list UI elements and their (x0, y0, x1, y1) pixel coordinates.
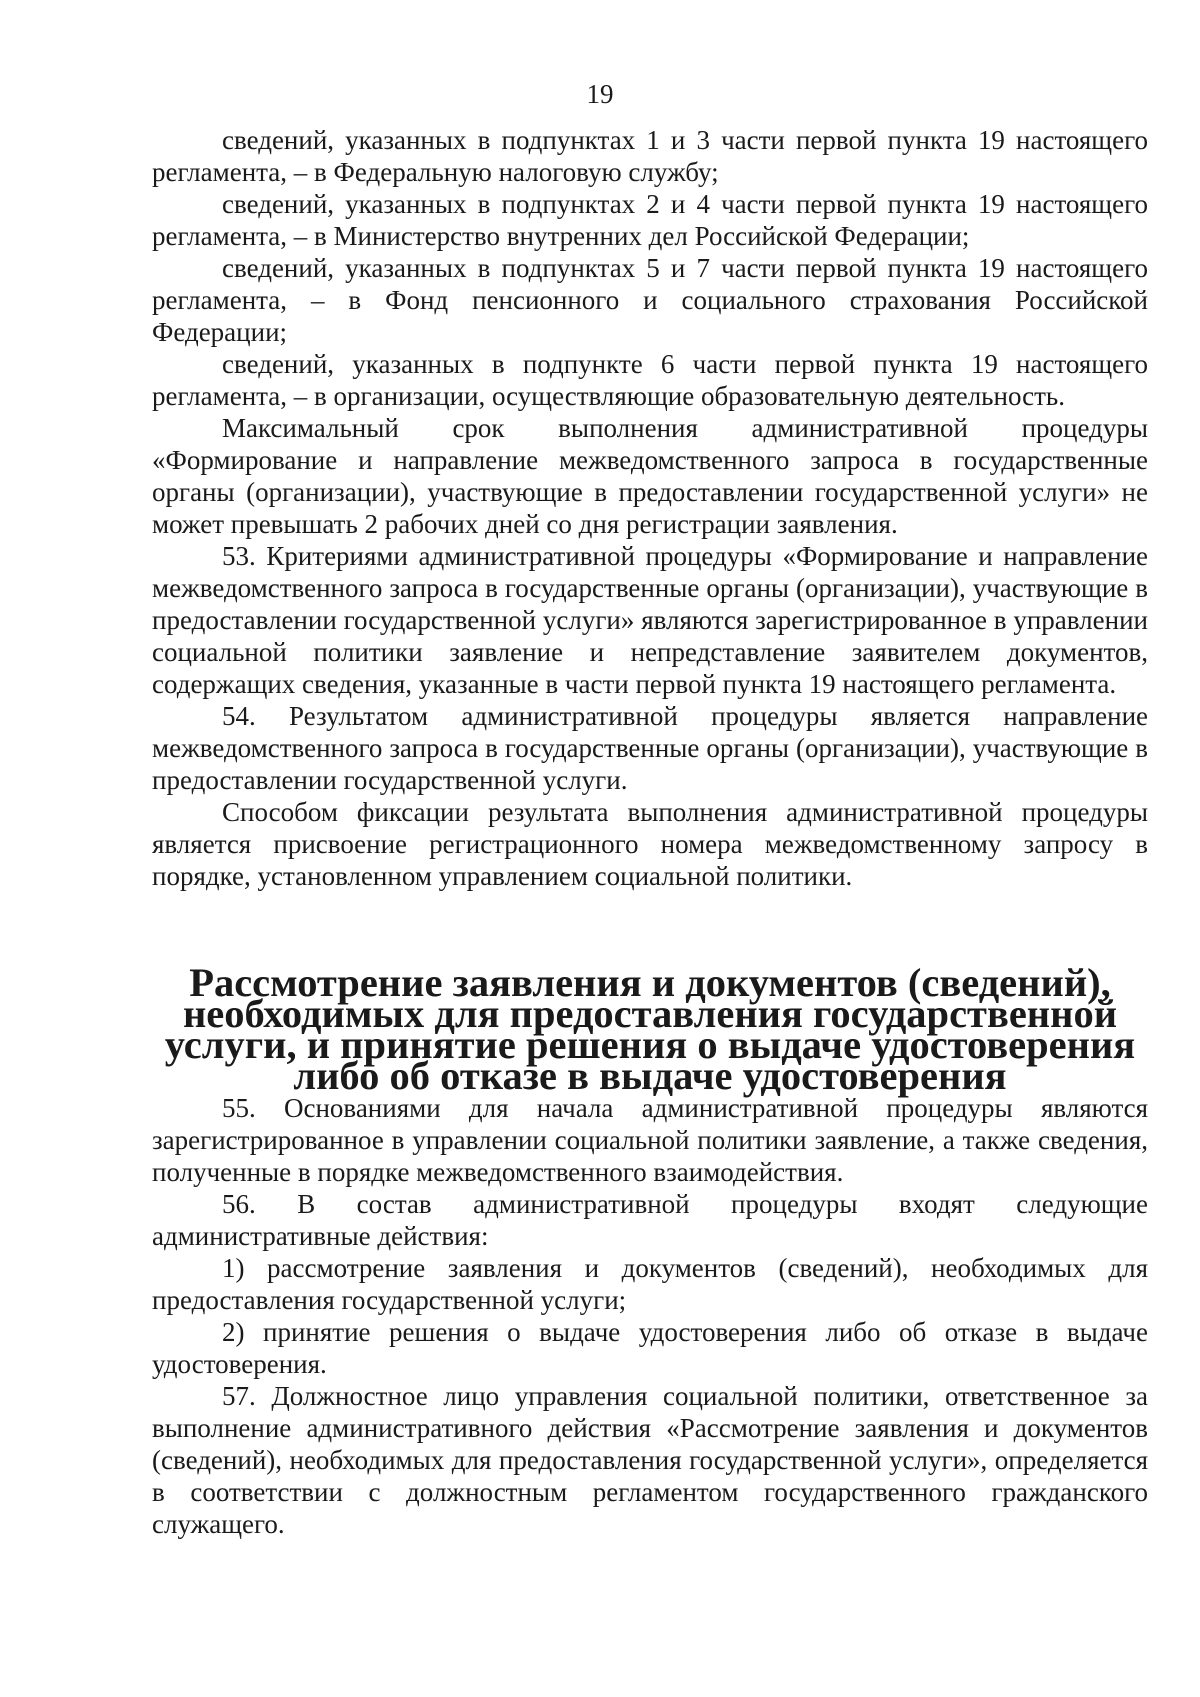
page-number: 19 (586, 79, 614, 109)
section-heading: Рассмотрение заявления и документов (сведений), необходимых для предоставления государственной услуги, и принятие решения о выдаче удостоверения либо об отказе в выдаче удостоверения (164, 960, 1136, 1098)
paragraph-57: 57. Должностное лицо управления социальной политики, ответственное за выполнение административного действия «Рассмотрение заявления и документов (сведений), необходимых для предоставления государственной услуги», определяется в соответствии с должностным регламентом государственного гражданского служащего. (152, 1381, 1148, 1539)
paragraph-56-item-2: 2) принятие решения о выдаче удостоверения либо об отказе в выдаче удостоверения. (152, 1317, 1148, 1379)
paragraph-56: 56. В состав административной процедуры входят следующие административные действия: (152, 1189, 1148, 1251)
text-block-procedures (152, 124, 1148, 892)
paragraph-54: 54. Результатом административной процедуры является направление межведомственного запроса в государственные органы (организации), участвующие в предоставлении государственной услуги. (152, 701, 1148, 795)
paragraph-max-term: Максимальный срок выполнения административной процедуры «Формирование и направление межведомственного запроса в государственные органы (организации), участвующие в предоставлении государственной услуги» не может превышать 2 рабочих дней со дня регистрации заявления. (152, 413, 1148, 539)
paragraph-pension-fund: сведений, указанных в подпунктах 5 и 7 части первой пункта 19 настоящего регламента, – в Фонд пенсионного и социального страхования Российской Федерации; (152, 253, 1148, 347)
paragraph-56-item-1: 1) рассмотрение заявления и документов (сведений), необходимых для предоставления государственной услуги; (152, 1253, 1148, 1315)
paragraph-fixation-method: Способом фиксации результата выполнения административной процедуры является присвоение регистрационного номера межведомственному запросу в порядке, установленном управлением социальной политики. (152, 797, 1148, 891)
paragraph-education-orgs: сведений, указанных в подпункте 6 части первой пункта 19 настоящего регламента, – в организации, осуществляющие образовательную деятельность. (152, 349, 1148, 411)
paragraph-55: 55. Основаниями для начала административной процедуры являются зарегистрированное в управлении социальной политики заявление, а также сведения, полученные в порядке межведомственного взаимодействия. (152, 1093, 1148, 1187)
text-block-review (152, 1092, 1148, 1540)
paragraph-mvd: сведений, указанных в подпунктах 2 и 4 части первой пункта 19 настоящего регламента, – в Министерство внутренних дел Российской Федерации; (152, 189, 1148, 251)
paragraph-fns: сведений, указанных в подпунктах 1 и 3 части первой пункта 19 настоящего регламента, – в Федеральную налоговую службу; (152, 125, 1148, 187)
paragraph-53: 53. Критериями административной процедуры «Формирование и направление межведомственного запроса в государственные органы (организации), участвующие в предоставлении государственной услуги» являются зарегистрированное в управлении социальной политики заявление и непредставление заявителем документов, содержащих сведения, указанные в части первой пункта 19 настоящего регламента. (152, 541, 1148, 699)
